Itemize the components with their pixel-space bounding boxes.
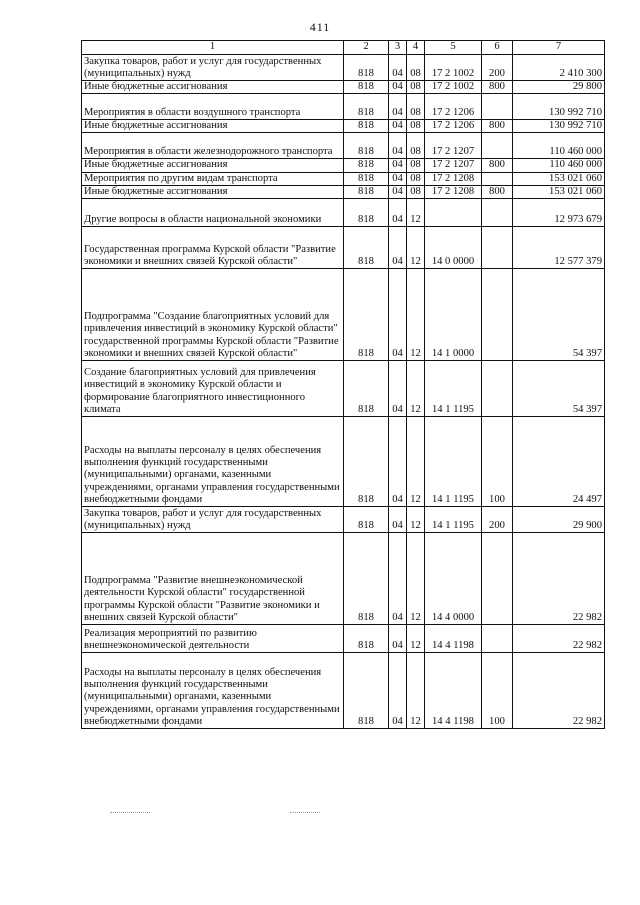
table-row bbox=[82, 227, 605, 269]
header-col-6: 6 bbox=[482, 41, 513, 55]
row-c6-cell: 800 bbox=[482, 185, 513, 198]
row-c6-cell bbox=[482, 94, 513, 120]
row-c7-cell: 2 410 300 bbox=[513, 55, 605, 81]
row-c3-cell: 04 bbox=[389, 653, 407, 729]
row-name-cell: Мероприятия по другим видам транспорта bbox=[82, 172, 344, 185]
row-name-cell: Расходы на выплаты персоналу в целях обеспечения выполнения функций государственными (муниципальными) органами, казенными учреждениями, органами управления государственными внебюджетными фондами bbox=[82, 653, 344, 729]
table-row bbox=[82, 507, 605, 533]
row-name-cell: Мероприятия в области железнодорожного транспорта bbox=[82, 133, 344, 159]
row-c3-cell: 04 bbox=[389, 172, 407, 185]
row-c6-cell bbox=[482, 625, 513, 653]
table-row bbox=[82, 120, 605, 133]
row-c2-cell: 818 bbox=[344, 55, 389, 81]
row-c6-cell: 200 bbox=[482, 507, 513, 533]
row-c7-cell: 110 460 000 bbox=[513, 133, 605, 159]
table-body bbox=[82, 55, 605, 729]
header-col-2: 2 bbox=[344, 41, 389, 55]
row-c2-cell: 818 bbox=[344, 94, 389, 120]
budget-table bbox=[81, 40, 605, 729]
row-name-cell: Иные бюджетные ассигнования bbox=[82, 185, 344, 198]
row-c3-cell: 04 bbox=[389, 507, 407, 533]
row-c3-cell: 04 bbox=[389, 133, 407, 159]
table-row bbox=[82, 172, 605, 185]
footer-mark bbox=[110, 812, 150, 814]
row-c2-cell: 818 bbox=[344, 653, 389, 729]
row-c3-cell: 04 bbox=[389, 269, 407, 361]
table-row bbox=[82, 625, 605, 653]
table-row bbox=[82, 199, 605, 227]
row-c3-cell: 04 bbox=[389, 227, 407, 269]
row-c5-cell: 17 2 1207 bbox=[425, 159, 482, 172]
row-name-cell: Подпрограмма "Создание благоприятных условий для привлечения инвестиций в экономику Курской области" государственной программы Курской области "Развитие экономики и внешних связей Курской области" bbox=[82, 269, 344, 361]
row-c3-cell: 04 bbox=[389, 417, 407, 507]
row-c7-cell: 22 982 bbox=[513, 653, 605, 729]
row-c5-cell bbox=[425, 199, 482, 227]
row-c7-cell: 22 982 bbox=[513, 625, 605, 653]
row-c4-cell: 08 bbox=[407, 81, 425, 94]
row-c3-cell: 04 bbox=[389, 55, 407, 81]
row-c4-cell: 12 bbox=[407, 269, 425, 361]
row-c2-cell: 818 bbox=[344, 172, 389, 185]
table-row bbox=[82, 653, 605, 729]
row-c7-cell: 54 397 bbox=[513, 269, 605, 361]
row-c6-cell: 100 bbox=[482, 417, 513, 507]
row-c2-cell: 818 bbox=[344, 507, 389, 533]
row-c4-cell: 08 bbox=[407, 185, 425, 198]
row-c7-cell: 24 497 bbox=[513, 417, 605, 507]
row-c4-cell: 12 bbox=[407, 507, 425, 533]
row-c6-cell bbox=[482, 533, 513, 625]
row-c5-cell: 14 1 1195 bbox=[425, 417, 482, 507]
row-c2-cell: 818 bbox=[344, 199, 389, 227]
row-c4-cell: 08 bbox=[407, 55, 425, 81]
table-row bbox=[82, 185, 605, 198]
row-name-cell: Мероприятия в области воздушного транспорта bbox=[82, 94, 344, 120]
row-c4-cell: 12 bbox=[407, 361, 425, 417]
row-name-cell: Подпрограмма "Развитие внешнеэкономической деятельности Курской области" государственной программы Курской области "Развитие экономики и внешних связей Курской области" bbox=[82, 533, 344, 625]
row-c2-cell: 818 bbox=[344, 159, 389, 172]
row-c4-cell: 12 bbox=[407, 533, 425, 625]
row-name-cell: Реализация мероприятий по развитию внешнеэкономической деятельности bbox=[82, 625, 344, 653]
row-c2-cell: 818 bbox=[344, 417, 389, 507]
header-col-7: 7 bbox=[513, 41, 605, 55]
row-c3-cell: 04 bbox=[389, 185, 407, 198]
row-c5-cell: 14 4 1198 bbox=[425, 653, 482, 729]
row-c4-cell: 12 bbox=[407, 653, 425, 729]
row-c2-cell: 818 bbox=[344, 269, 389, 361]
row-c7-cell: 12 973 679 bbox=[513, 199, 605, 227]
row-c6-cell bbox=[482, 199, 513, 227]
row-c7-cell: 130 992 710 bbox=[513, 94, 605, 120]
row-c6-cell: 800 bbox=[482, 81, 513, 94]
table-row bbox=[82, 533, 605, 625]
row-name-cell: Закупка товаров, работ и услуг для государственных (муниципальных) нужд bbox=[82, 507, 344, 533]
row-name-cell: Иные бюджетные ассигнования bbox=[82, 81, 344, 94]
table-row bbox=[82, 361, 605, 417]
table-row bbox=[82, 55, 605, 81]
row-c5-cell: 14 4 1198 bbox=[425, 625, 482, 653]
row-c7-cell: 29 800 bbox=[513, 81, 605, 94]
row-c4-cell: 08 bbox=[407, 133, 425, 159]
row-c5-cell: 17 2 1002 bbox=[425, 55, 482, 81]
row-c3-cell: 04 bbox=[389, 81, 407, 94]
row-c4-cell: 12 bbox=[407, 625, 425, 653]
table-header-row bbox=[82, 41, 605, 55]
row-c2-cell: 818 bbox=[344, 361, 389, 417]
row-c6-cell: 200 bbox=[482, 55, 513, 81]
row-c5-cell: 17 2 1208 bbox=[425, 172, 482, 185]
table-row bbox=[82, 133, 605, 159]
row-c7-cell: 110 460 000 bbox=[513, 159, 605, 172]
row-c6-cell bbox=[482, 172, 513, 185]
row-c2-cell: 818 bbox=[344, 120, 389, 133]
row-c6-cell bbox=[482, 227, 513, 269]
row-name-cell: Иные бюджетные ассигнования bbox=[82, 120, 344, 133]
row-c6-cell bbox=[482, 361, 513, 417]
row-c6-cell bbox=[482, 269, 513, 361]
row-c7-cell: 22 982 bbox=[513, 533, 605, 625]
row-c3-cell: 04 bbox=[389, 625, 407, 653]
row-c7-cell: 153 021 060 bbox=[513, 185, 605, 198]
row-c7-cell: 153 021 060 bbox=[513, 172, 605, 185]
row-c7-cell: 29 900 bbox=[513, 507, 605, 533]
row-name-cell: Иные бюджетные ассигнования bbox=[82, 159, 344, 172]
row-c6-cell: 100 bbox=[482, 653, 513, 729]
row-c4-cell: 12 bbox=[407, 227, 425, 269]
row-name-cell: Создание благоприятных условий для привлечения инвестиций в экономику Курской области и формирование благоприятного инвестиционного климата bbox=[82, 361, 344, 417]
row-c2-cell: 818 bbox=[344, 227, 389, 269]
row-c3-cell: 04 bbox=[389, 199, 407, 227]
row-c7-cell: 130 992 710 bbox=[513, 120, 605, 133]
row-c4-cell: 08 bbox=[407, 94, 425, 120]
row-c6-cell: 800 bbox=[482, 159, 513, 172]
header-col-4: 4 bbox=[407, 41, 425, 55]
row-c5-cell: 14 4 0000 bbox=[425, 533, 482, 625]
row-c4-cell: 12 bbox=[407, 199, 425, 227]
row-c3-cell: 04 bbox=[389, 361, 407, 417]
row-c2-cell: 818 bbox=[344, 625, 389, 653]
row-c3-cell: 04 bbox=[389, 94, 407, 120]
row-c4-cell: 12 bbox=[407, 417, 425, 507]
row-c6-cell: 800 bbox=[482, 120, 513, 133]
row-name-cell: Государственная программа Курской области "Развитие экономики и внешних связей Курской области" bbox=[82, 227, 344, 269]
row-c5-cell: 17 2 1206 bbox=[425, 120, 482, 133]
row-name-cell: Закупка товаров, работ и услуг для государственных (муниципальных) нужд bbox=[82, 55, 344, 81]
table-row bbox=[82, 159, 605, 172]
row-c2-cell: 818 bbox=[344, 185, 389, 198]
row-c6-cell bbox=[482, 133, 513, 159]
row-name-cell: Расходы на выплаты персоналу в целях обеспечения выполнения функций государственными (муниципальными) органами, казенными учреждениями, органами управления государственными внебюджетными фондами bbox=[82, 417, 344, 507]
row-c5-cell: 14 1 0000 bbox=[425, 269, 482, 361]
table-row bbox=[82, 417, 605, 507]
header-col-5: 5 bbox=[425, 41, 482, 55]
page-number: 411 bbox=[309, 20, 331, 34]
header-col-3: 3 bbox=[389, 41, 407, 55]
row-c5-cell: 14 0 0000 bbox=[425, 227, 482, 269]
row-c5-cell: 17 2 1208 bbox=[425, 185, 482, 198]
row-c5-cell: 17 2 1206 bbox=[425, 94, 482, 120]
table-row bbox=[82, 269, 605, 361]
row-c2-cell: 818 bbox=[344, 133, 389, 159]
row-c7-cell: 12 577 379 bbox=[513, 227, 605, 269]
row-c5-cell: 17 2 1207 bbox=[425, 133, 482, 159]
row-c4-cell: 08 bbox=[407, 159, 425, 172]
row-c3-cell: 04 bbox=[389, 533, 407, 625]
row-c3-cell: 04 bbox=[389, 120, 407, 133]
row-c2-cell: 818 bbox=[344, 81, 389, 94]
row-c7-cell: 54 397 bbox=[513, 361, 605, 417]
row-c4-cell: 08 bbox=[407, 172, 425, 185]
footer-mark bbox=[290, 812, 320, 814]
row-c3-cell: 04 bbox=[389, 159, 407, 172]
row-c5-cell: 17 2 1002 bbox=[425, 81, 482, 94]
table-row bbox=[82, 81, 605, 94]
row-c5-cell: 14 1 1195 bbox=[425, 507, 482, 533]
row-name-cell: Другие вопросы в области национальной экономики bbox=[82, 199, 344, 227]
header-col-1: 1 bbox=[82, 41, 344, 55]
row-c2-cell: 818 bbox=[344, 533, 389, 625]
row-c5-cell: 14 1 1195 bbox=[425, 361, 482, 417]
row-c4-cell: 08 bbox=[407, 120, 425, 133]
table-row bbox=[82, 94, 605, 120]
